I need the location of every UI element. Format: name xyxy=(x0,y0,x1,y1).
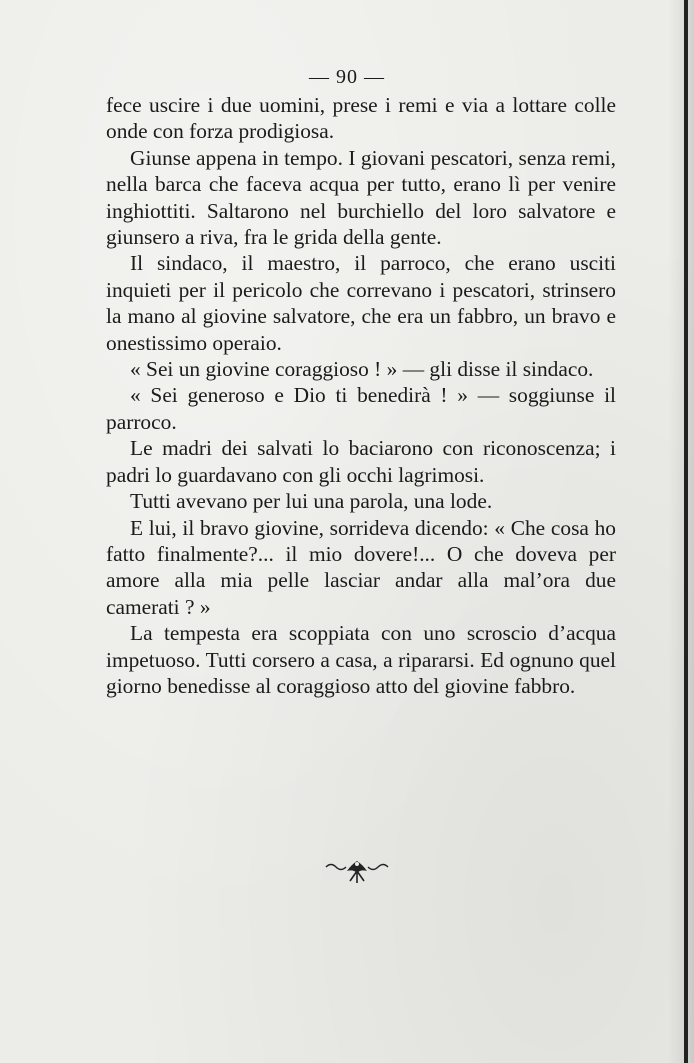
body-text xyxy=(106,92,616,699)
paragraph-2: Giunse appena in tempo. I giovani pescatori, senza remi, nella barca che faceva acqua per tutto, erano lì per venire inghiottiti. Saltarono nel burchiello del loro salvatore e giunsero a riva, fra le grida della gente. xyxy=(106,145,616,250)
paragraph-4: « Sei un giovine coraggioso ! » — gli disse il sindaco. xyxy=(130,357,594,382)
page-edge-line xyxy=(684,0,688,1063)
paragraph-5: « Sei generoso e Dio ti benedirà ! » — soggiunse il parroco. xyxy=(106,383,616,434)
paragraph-7: Tutti avevano per lui una parola, una lode. xyxy=(130,489,493,514)
page-edge-shadow xyxy=(668,0,694,1063)
paragraph-6: Le madri dei salvati lo baciarono con riconoscenza; i padri lo guardavano con gli occhi lagrimosi. xyxy=(106,436,616,487)
page-number: — 90 — xyxy=(309,66,385,88)
paragraph-9: La tempesta era scoppiata con uno scroscio d’acqua impetuoso. Tutti corsero a casa, a ripararsi. Ed ognuno quel giorno benedisse al coraggioso atto del giovine fabbro. xyxy=(106,621,616,698)
floral-ornament-icon xyxy=(322,855,392,885)
paragraph-1: fece uscire i due uomini, prese i remi e via a lottare colle onde con forza prodigiosa. xyxy=(106,93,616,144)
paragraph-3: Il sindaco, il maestro, il parroco, che erano usciti inquieti per il pericolo che correvano i pescatori, strinsero la mano al giovine salvatore, che era un fabbro, un bravo e onestissimo operaio. xyxy=(106,251,616,355)
paragraph-8: E lui, il bravo giovine, sorrideva dicendo: « Che cosa ho fatto finalmente?... il mio dovere!... O che doveva per amore alla mia pelle lasciar andar alla mal’ora due camerati ? » xyxy=(106,515,616,619)
